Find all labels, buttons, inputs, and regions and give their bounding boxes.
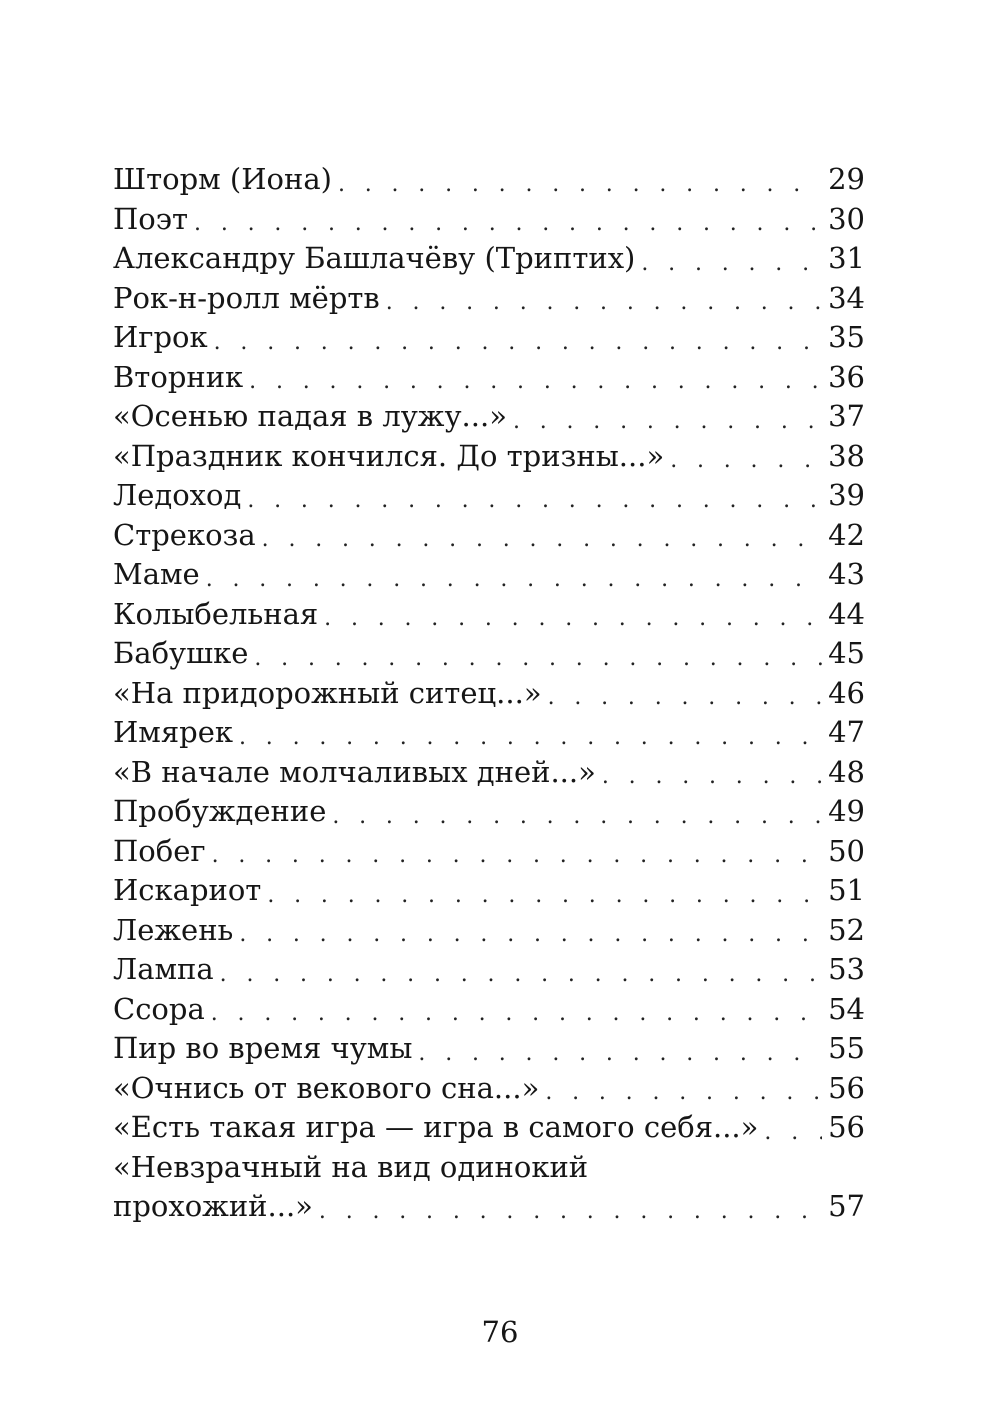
toc-entry	[113, 516, 865, 556]
toc-entry-title: Маме	[113, 557, 200, 591]
toc-entry-title: «На придорожный ситец...»	[113, 675, 542, 710]
toc-entry	[113, 832, 865, 872]
toc-entry	[113, 200, 865, 240]
toc-entry-page: 43	[828, 557, 865, 591]
toc-entry-page: 57	[828, 1189, 865, 1223]
toc-entry	[113, 871, 865, 911]
dot-leader	[641, 249, 822, 279]
toc-entry-page: 39	[828, 478, 865, 512]
dot-leader	[418, 1039, 822, 1069]
toc-entry-page: 49	[828, 794, 865, 828]
toc-entry-title: Александру Башлачёву (Триптих)	[113, 241, 636, 275]
toc-entry-page: 51	[828, 873, 865, 907]
toc-entry	[113, 1069, 865, 1109]
toc-entry-title: Шторм (Иона)	[113, 162, 332, 196]
toc-entry-title: «Праздник кончился. До тризны...»	[113, 438, 665, 473]
dot-leader	[602, 762, 822, 792]
toc-entry-page: 36	[828, 359, 865, 394]
dot-leader	[249, 367, 822, 397]
toc-entry	[113, 950, 865, 990]
dot-leader	[214, 328, 822, 358]
toc-entry-title: Вторник	[113, 359, 244, 394]
toc-entry-title: Колыбельная	[113, 596, 319, 631]
table-of-contents	[113, 160, 865, 1227]
toc-entry-title: Имярек	[113, 715, 233, 749]
toc-entry-title: Лампа	[113, 952, 214, 986]
toc-entry-title: «В начале молчаливых дней...»	[113, 754, 596, 789]
toc-entry-title: Ледоход	[113, 478, 242, 512]
dot-leader	[386, 288, 822, 318]
toc-entry-title: Искариот	[113, 873, 262, 907]
dot-leader	[513, 407, 822, 437]
dot-leader	[254, 644, 822, 674]
toc-entry-title: Лежень	[113, 912, 234, 947]
dot-leader	[548, 683, 823, 713]
toc-entry	[113, 634, 865, 674]
toc-entry-title: «Невзрачный на вид одинокий	[113, 1149, 589, 1184]
dot-leader	[670, 446, 822, 476]
toc-entry-page: 53	[828, 952, 865, 986]
dot-leader	[220, 960, 822, 990]
toc-entry-page: 52	[828, 912, 865, 947]
toc-entry	[113, 279, 865, 319]
dot-leader	[211, 999, 822, 1029]
dot-leader	[324, 604, 822, 634]
dot-leader	[212, 841, 823, 871]
toc-entry-page: 34	[828, 280, 865, 315]
toc-entry-page: 42	[828, 517, 865, 552]
page-number: 76	[481, 1315, 519, 1349]
toc-entry-title: Пир во время чумы	[113, 1031, 413, 1065]
toc-entry-page: 35	[828, 320, 865, 354]
toc-entry-title-continued: прохожий...»	[113, 1189, 313, 1223]
toc-entry	[113, 713, 865, 753]
toc-entry-page: 48	[828, 754, 865, 789]
toc-entry-page: 46	[828, 675, 865, 710]
toc-entry	[113, 753, 865, 793]
toc-entry-page: 55	[828, 1031, 865, 1065]
toc-entry-title: Стрекоза	[113, 517, 256, 552]
toc-entry	[113, 1148, 865, 1227]
toc-entry-page: 44	[828, 596, 865, 631]
toc-entry	[113, 792, 865, 832]
toc-entry-page: 38	[828, 438, 865, 473]
dot-leader	[262, 525, 822, 555]
toc-entry-page: 37	[828, 399, 865, 433]
dot-leader	[239, 920, 822, 950]
toc-entry-page: 31	[828, 241, 865, 275]
toc-entry-page: 50	[828, 833, 865, 868]
toc-entry-second-line	[113, 1187, 865, 1227]
dot-leader	[267, 881, 822, 911]
dot-leader	[545, 1078, 822, 1108]
dot-leader	[338, 170, 822, 200]
toc-entry	[113, 595, 865, 635]
toc-entry	[113, 397, 865, 437]
toc-entry-title: Бабушке	[113, 636, 249, 670]
toc-entry	[113, 476, 865, 516]
dot-leader	[247, 486, 822, 516]
toc-entry-title: Поэт	[113, 201, 189, 236]
toc-entry-page: 54	[828, 991, 865, 1026]
toc-entry	[113, 911, 865, 951]
dot-leader	[319, 1197, 822, 1227]
toc-entry	[113, 160, 865, 200]
toc-entry-title: Игрок	[113, 320, 208, 354]
toc-entry-title: «Есть такая игра — игра в самого себя...»	[113, 1110, 759, 1144]
toc-entry	[113, 358, 865, 398]
toc-entry-page: 56	[828, 1070, 865, 1105]
toc-entry	[113, 990, 865, 1030]
toc-entry-title: Рок-н-ролл мёртв	[113, 280, 380, 315]
toc-entry-title: «Осенью падая в лужу...»	[113, 399, 507, 433]
toc-entry	[113, 555, 865, 595]
toc-entry	[113, 437, 865, 477]
toc-entry	[113, 1108, 865, 1148]
toc-entry	[113, 1029, 865, 1069]
toc-entry-page: 47	[828, 715, 865, 749]
toc-entry	[113, 239, 865, 279]
dot-leader	[194, 209, 822, 239]
toc-entry	[113, 318, 865, 358]
toc-entry-page: 56	[828, 1110, 865, 1144]
toc-entry-page: 30	[828, 201, 865, 236]
dot-leader	[206, 565, 822, 595]
toc-entry-title: Побег	[113, 833, 206, 868]
toc-entry-page: 29	[828, 162, 865, 196]
dot-leader	[764, 1118, 822, 1148]
toc-entry-page: 45	[828, 636, 865, 670]
dot-leader	[332, 802, 822, 832]
toc-entry	[113, 674, 865, 714]
toc-entry-title: Пробуждение	[113, 794, 327, 828]
toc-entry-title: «Очнись от векового сна...»	[113, 1070, 540, 1105]
toc-entry-title: Ссора	[113, 991, 205, 1026]
dot-leader	[239, 723, 822, 753]
